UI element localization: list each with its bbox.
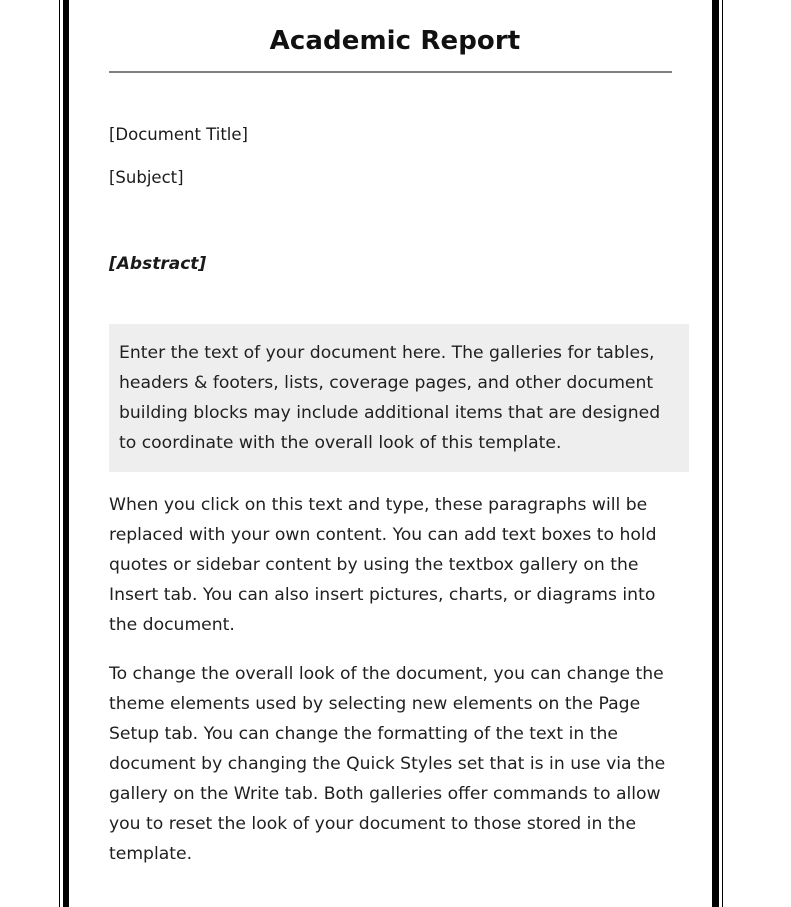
page-title: Academic Report [269, 26, 521, 56]
abstract-heading[interactable]: [Abstract] [109, 253, 207, 274]
abstract-body-paragraph[interactable]: Enter the text of your document here. The galleries for tables, headers & footers, lists, coverage pages, and other document building blocks may include additional items that are designed to coordinate with the overall look of this template. [109, 324, 689, 472]
page-content [109, 0, 681, 869]
page-canvas [69, 0, 712, 907]
page-border-left-thin [59, 0, 60, 907]
page-border-right-thin [722, 0, 723, 907]
document-title-placeholder[interactable]: [Document Title] [109, 125, 248, 145]
body-paragraph-1[interactable]: When you click on this text and type, these paragraphs will be replaced with your own content. You can add text boxes to hold quotes or sidebar content by using the textbox gallery on the Insert tab. You can also insert pictures, charts, or diagrams into the document. [109, 494, 657, 635]
title-divider [109, 71, 672, 73]
subject-placeholder[interactable]: [Subject] [109, 168, 184, 188]
page-border-right-thick [712, 0, 719, 907]
body-paragraph-2[interactable]: To change the overall look of the document, you can change the theme elements used by selecting new elements on the Page Setup tab. You can change the formatting of the text in the document by changing the Quick Styles set that is in use via the gallery on the Write tab. Both galleries offer commands to allow you to reset the look of your document to those stored in the template. [109, 663, 666, 864]
